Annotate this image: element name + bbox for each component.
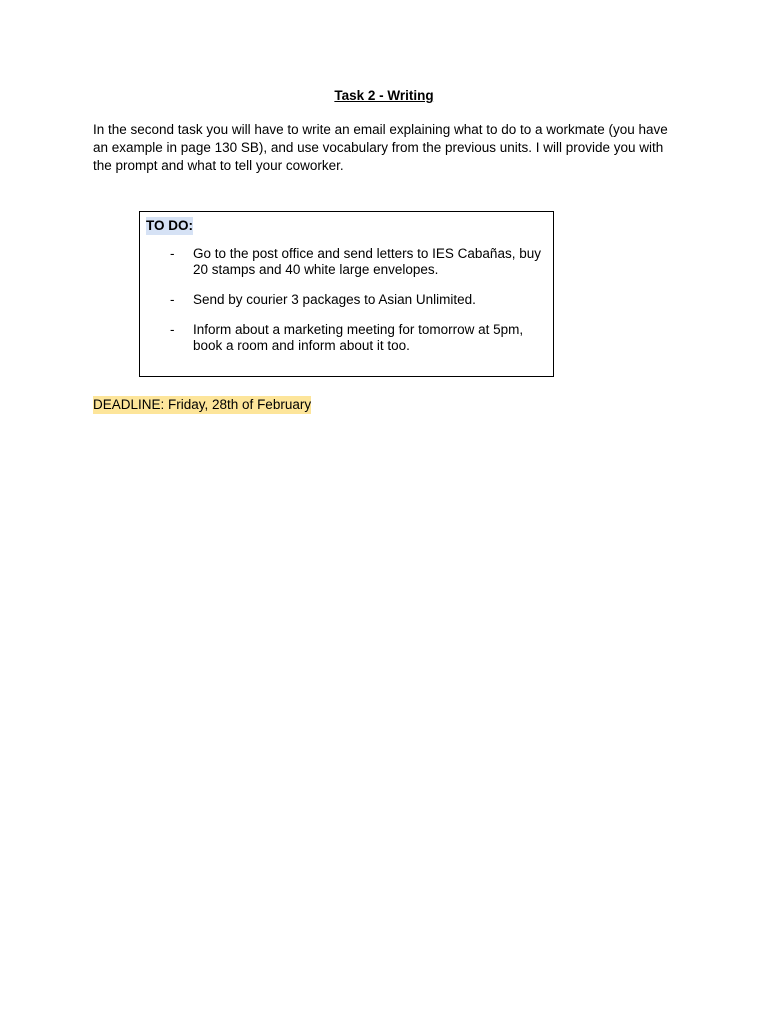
todo-box: [139, 211, 554, 377]
todo-item-meeting: [140, 322, 553, 354]
bullet-dash: -: [170, 246, 175, 261]
todo-list: [140, 246, 553, 368]
document-title-text: Task 2 - Writing: [334, 88, 434, 103]
todo-item-post-office: [140, 246, 553, 278]
todo-item-text: Inform about a marketing meeting for tomorrow at 5pm, book a room and inform about it too.: [193, 322, 524, 353]
bullet-dash: -: [170, 292, 175, 307]
deadline-text: DEADLINE: Friday, 28th of February: [93, 397, 312, 412]
todo-heading: TO DO:: [146, 218, 193, 233]
document-title: [0, 87, 768, 105]
todo-item-text: Go to the post office and send letters to IES Cabañas, buy 20 stamps and 40 white large envelopes.: [193, 246, 541, 277]
todo-item-text: Send by courier 3 packages to Asian Unlimited.: [193, 292, 476, 307]
bullet-dash: -: [170, 322, 175, 337]
intro-paragraph: In the second task you will have to write an email explaining what to do to a workmate (you have an example in page 130 SB), and use vocabulary from the previous units. I will provide you with the prompt and what to tell your coworker.: [93, 122, 668, 173]
todo-item-courier: [140, 292, 553, 308]
